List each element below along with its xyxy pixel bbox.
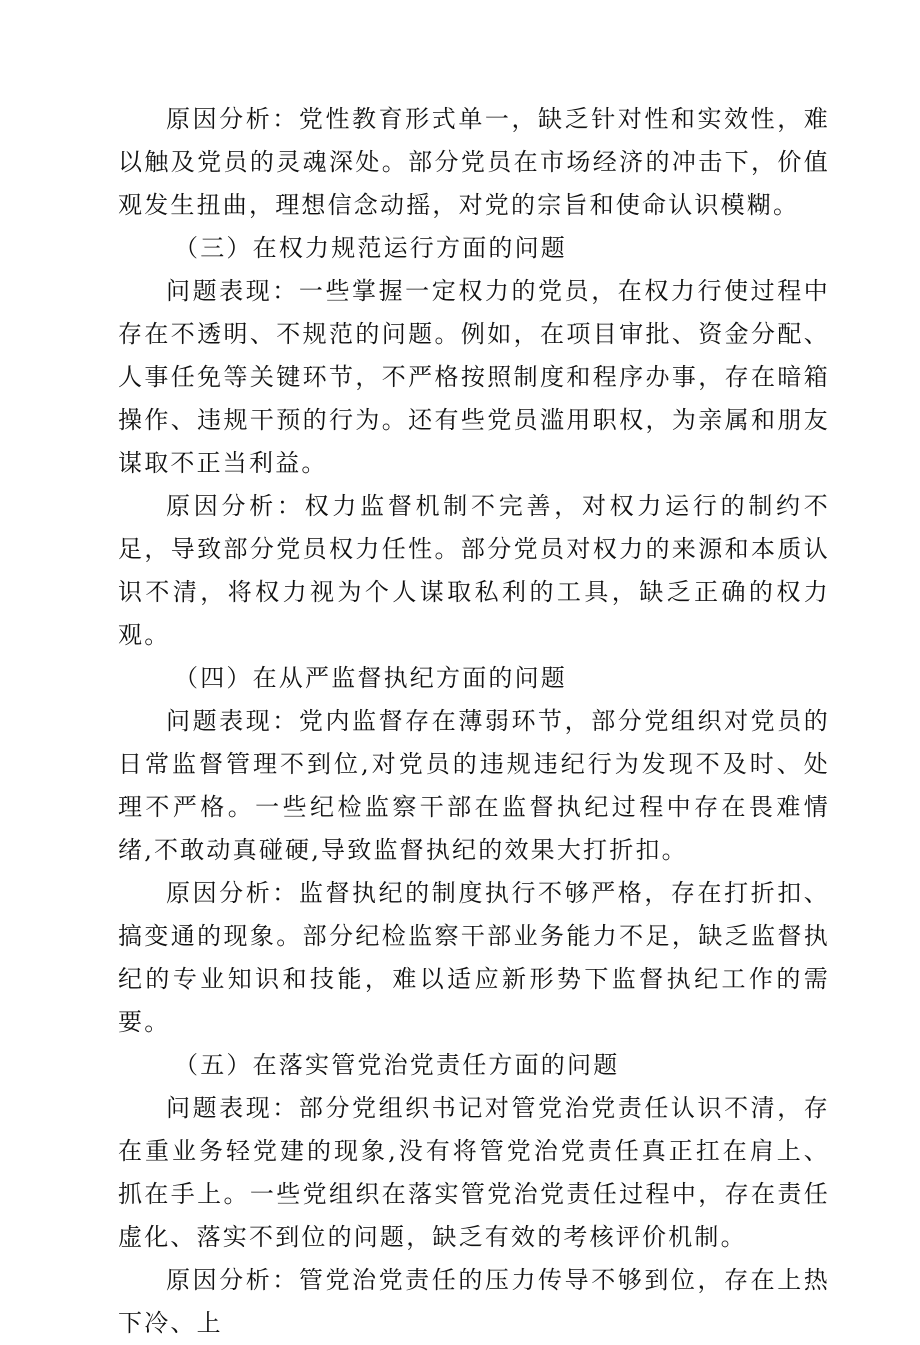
section-heading-4: （四）在从严监督执纪方面的问题 bbox=[174, 664, 567, 692]
problem-paragraph-5: 问题表现：部分党组织书记对管党治党责任认识不清，存在重业务轻党建的现象,没有将管党治党责任真正扛在肩上、抓在手上。一些党组织在落实管党治党责任过程中，存在责任虚化、落实不到位的问题，缺乏有效的考核评价机制。 bbox=[118, 1094, 830, 1251]
problem-paragraph-3: 问题表现：一些掌握一定权力的党员，在权力行使过程中存在不透明、不规范的问题。例如，在项目审批、资金分配、人事任免等关键环节，不严格按照制度和程序办事，存在暗箱操作、违规干预的行为。还有些党员滥用职权，为亲属和朋友谋取不正当利益。 bbox=[118, 277, 830, 477]
analysis-paragraph-4: 原因分析：监督执纪的制度执行不够严格，存在打折扣、搞变通的现象。部分纪检监察干部业务能力不足，缺乏监督执纪的专业知识和技能，难以适应新形势下监督执纪工作的需要。 bbox=[118, 879, 830, 1036]
analysis-paragraph-2: 原因分析：党性教育形式单一，缺乏针对性和实效性，难以触及党员的灵魂深处。部分党员在市场经济的冲击下，价值观发生扭曲，理想信念动摇，对党的宗旨和使命认识模糊。 bbox=[118, 105, 830, 219]
problem-paragraph-4: 问题表现：党内监督存在薄弱环节，部分党组织对党员的日常监督管理不到位,对党员的违规违纪行为发现不及时、处理不严格。一些纪检监察干部在监督执纪过程中存在畏难情绪,不敢动真碰硬,导致监督执纪的效果大打折扣。 bbox=[118, 707, 830, 864]
analysis-paragraph-3: 原因分析：权力监督机制不完善，对权力运行的制约不足，导致部分党员权力任性。部分党员对权力的来源和本质认识不清，将权力视为个人谋取私利的工具，缺乏正确的权力观。 bbox=[118, 492, 830, 649]
section-heading-3: （三）在权力规范运行方面的问题 bbox=[174, 234, 567, 262]
document-body bbox=[118, 98, 830, 1345]
analysis-paragraph-5: 原因分析：管党治党责任的压力传导不够到位，存在上热下冷、上 bbox=[118, 1266, 830, 1337]
section-heading-5: （五）在落实管党治党责任方面的问题 bbox=[174, 1051, 620, 1079]
